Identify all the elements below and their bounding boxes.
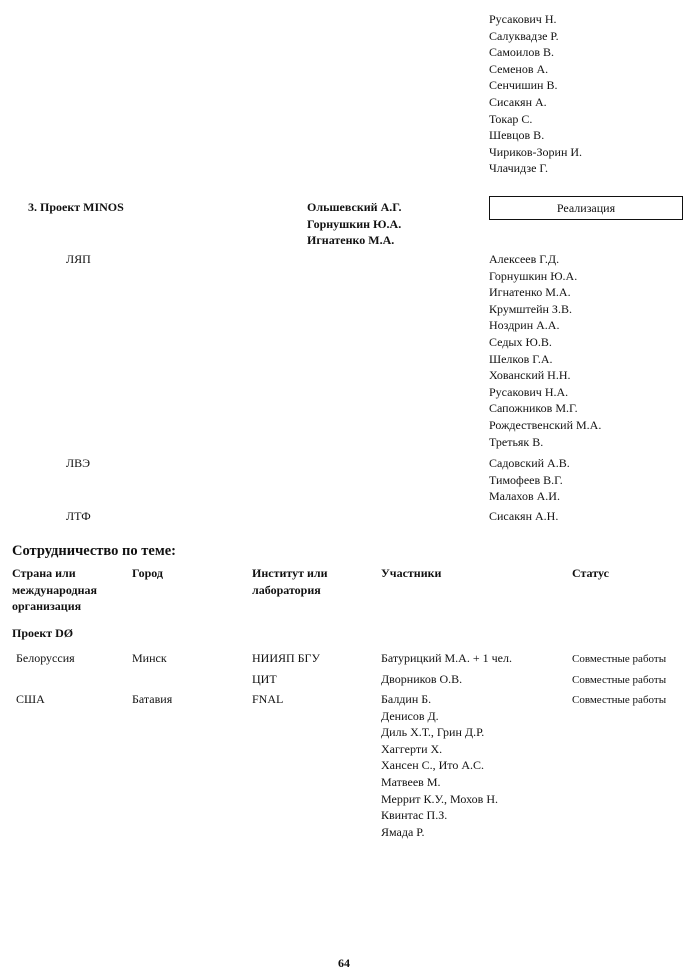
lab-name: ЛВЭ (66, 456, 91, 470)
header-line: Участники (381, 566, 442, 580)
leader-name: Игнатенко М.А. (307, 233, 395, 248)
header-line: организация (12, 599, 82, 613)
list-item: Квинтас П.З. (381, 808, 448, 823)
list-item: Меррит К.У., Мохов Н. (381, 791, 498, 806)
list-item: Русакович Н.А. (489, 384, 569, 399)
list-item: Хованский Н.Н. (489, 368, 571, 383)
project-leaders (307, 199, 402, 249)
project-label: Проект DØ (12, 626, 74, 640)
list-item: Шевцов В. (489, 128, 545, 143)
list-item: Члачидзе Г. (489, 161, 548, 176)
page-number: 64 (338, 956, 350, 970)
list-item: Хансен С., Ито А.С. (381, 758, 485, 773)
list-item: Сапожников М.Г. (489, 401, 578, 416)
list-item: Хаггерти Х. (381, 741, 443, 756)
status-badge: Реализация (489, 196, 683, 220)
project-title: 3. Проект MINOS (28, 200, 124, 214)
list-item: Ноздрин А.А. (489, 318, 560, 333)
header-city (132, 565, 163, 582)
list-item: Самоилов В. (489, 45, 555, 60)
list-item: Тимофеев В.Г. (489, 472, 563, 487)
header-country (12, 565, 97, 615)
list-item: Чириков-Зорин И. (489, 144, 583, 159)
header-line: международная (12, 582, 97, 597)
cell-status: Совместные работы (572, 653, 667, 665)
header-institute (252, 565, 328, 598)
list-item: Сенчишин В. (489, 78, 558, 93)
header-line: лаборатория (252, 582, 321, 597)
header-participants (381, 565, 441, 582)
list-item: Малахов А.И. (489, 489, 560, 504)
lab-members-list (489, 455, 570, 505)
list-item: Игнатенко М.А. (489, 285, 571, 300)
cell-city: Минск (132, 651, 167, 665)
list-item: Рождественский М.А. (489, 417, 602, 432)
cell-status: Совместные работы (572, 674, 667, 686)
cell-institute: FNAL (252, 692, 284, 706)
cell-country: Белоруссия (16, 651, 75, 665)
list-item: Денисов Д. (381, 708, 439, 723)
list-item: Сисакян А.Н. (489, 509, 559, 523)
header-line: Институт или (252, 566, 328, 580)
lab-members-list (489, 508, 558, 525)
list-item: Ямада Р. (381, 824, 425, 839)
list-item: Матвеев М. (381, 774, 441, 789)
cell-participants: Батурицкий М.А. + 1 чел. (381, 651, 512, 665)
header-line: Статус (572, 566, 609, 580)
list-item: Горнушкин Ю.А. (489, 268, 578, 283)
header-line: Страна или (12, 566, 76, 580)
list-item: Сисакян А. (489, 94, 547, 109)
lab-name: ЛТФ (66, 509, 91, 523)
list-item: Крумштейн З.В. (489, 301, 572, 316)
cell-city: Батавия (132, 692, 173, 706)
list-item: Третьяк В. (489, 434, 544, 449)
cell-participants: Дворников О.В. (381, 672, 463, 686)
lab-members-list (489, 251, 601, 450)
cell-institute: ЦИТ (252, 672, 277, 686)
cell-institute: НИИЯП БГУ (252, 651, 320, 665)
lab-name: ЛЯП (66, 252, 91, 266)
cell-status: Совместные работы (572, 694, 667, 706)
list-item: Алексеев Г.Д. (489, 252, 560, 266)
header-status (572, 565, 609, 582)
list-item: Русакович Н. (489, 12, 557, 26)
list-item: Садовский А.В. (489, 456, 570, 470)
cell-country: США (16, 692, 45, 706)
leader-name: Ольшевский А.Г. (307, 200, 402, 214)
cell-participants (381, 691, 498, 840)
header-line: Город (132, 566, 163, 580)
section-title: Сотрудничество по теме: (12, 543, 176, 559)
list-item: Салуквадзе Р. (489, 28, 559, 43)
top-members-list (489, 11, 582, 177)
list-item: Семенов А. (489, 61, 549, 76)
list-item: Токар С. (489, 111, 533, 126)
list-item: Шелков Г.А. (489, 351, 553, 366)
list-item: Балдин Б. (381, 692, 432, 706)
list-item: Диль Х.Т., Грин Д.Р. (381, 725, 485, 740)
list-item: Седых Ю.В. (489, 334, 552, 349)
leader-name: Горнушкин Ю.А. (307, 216, 402, 231)
